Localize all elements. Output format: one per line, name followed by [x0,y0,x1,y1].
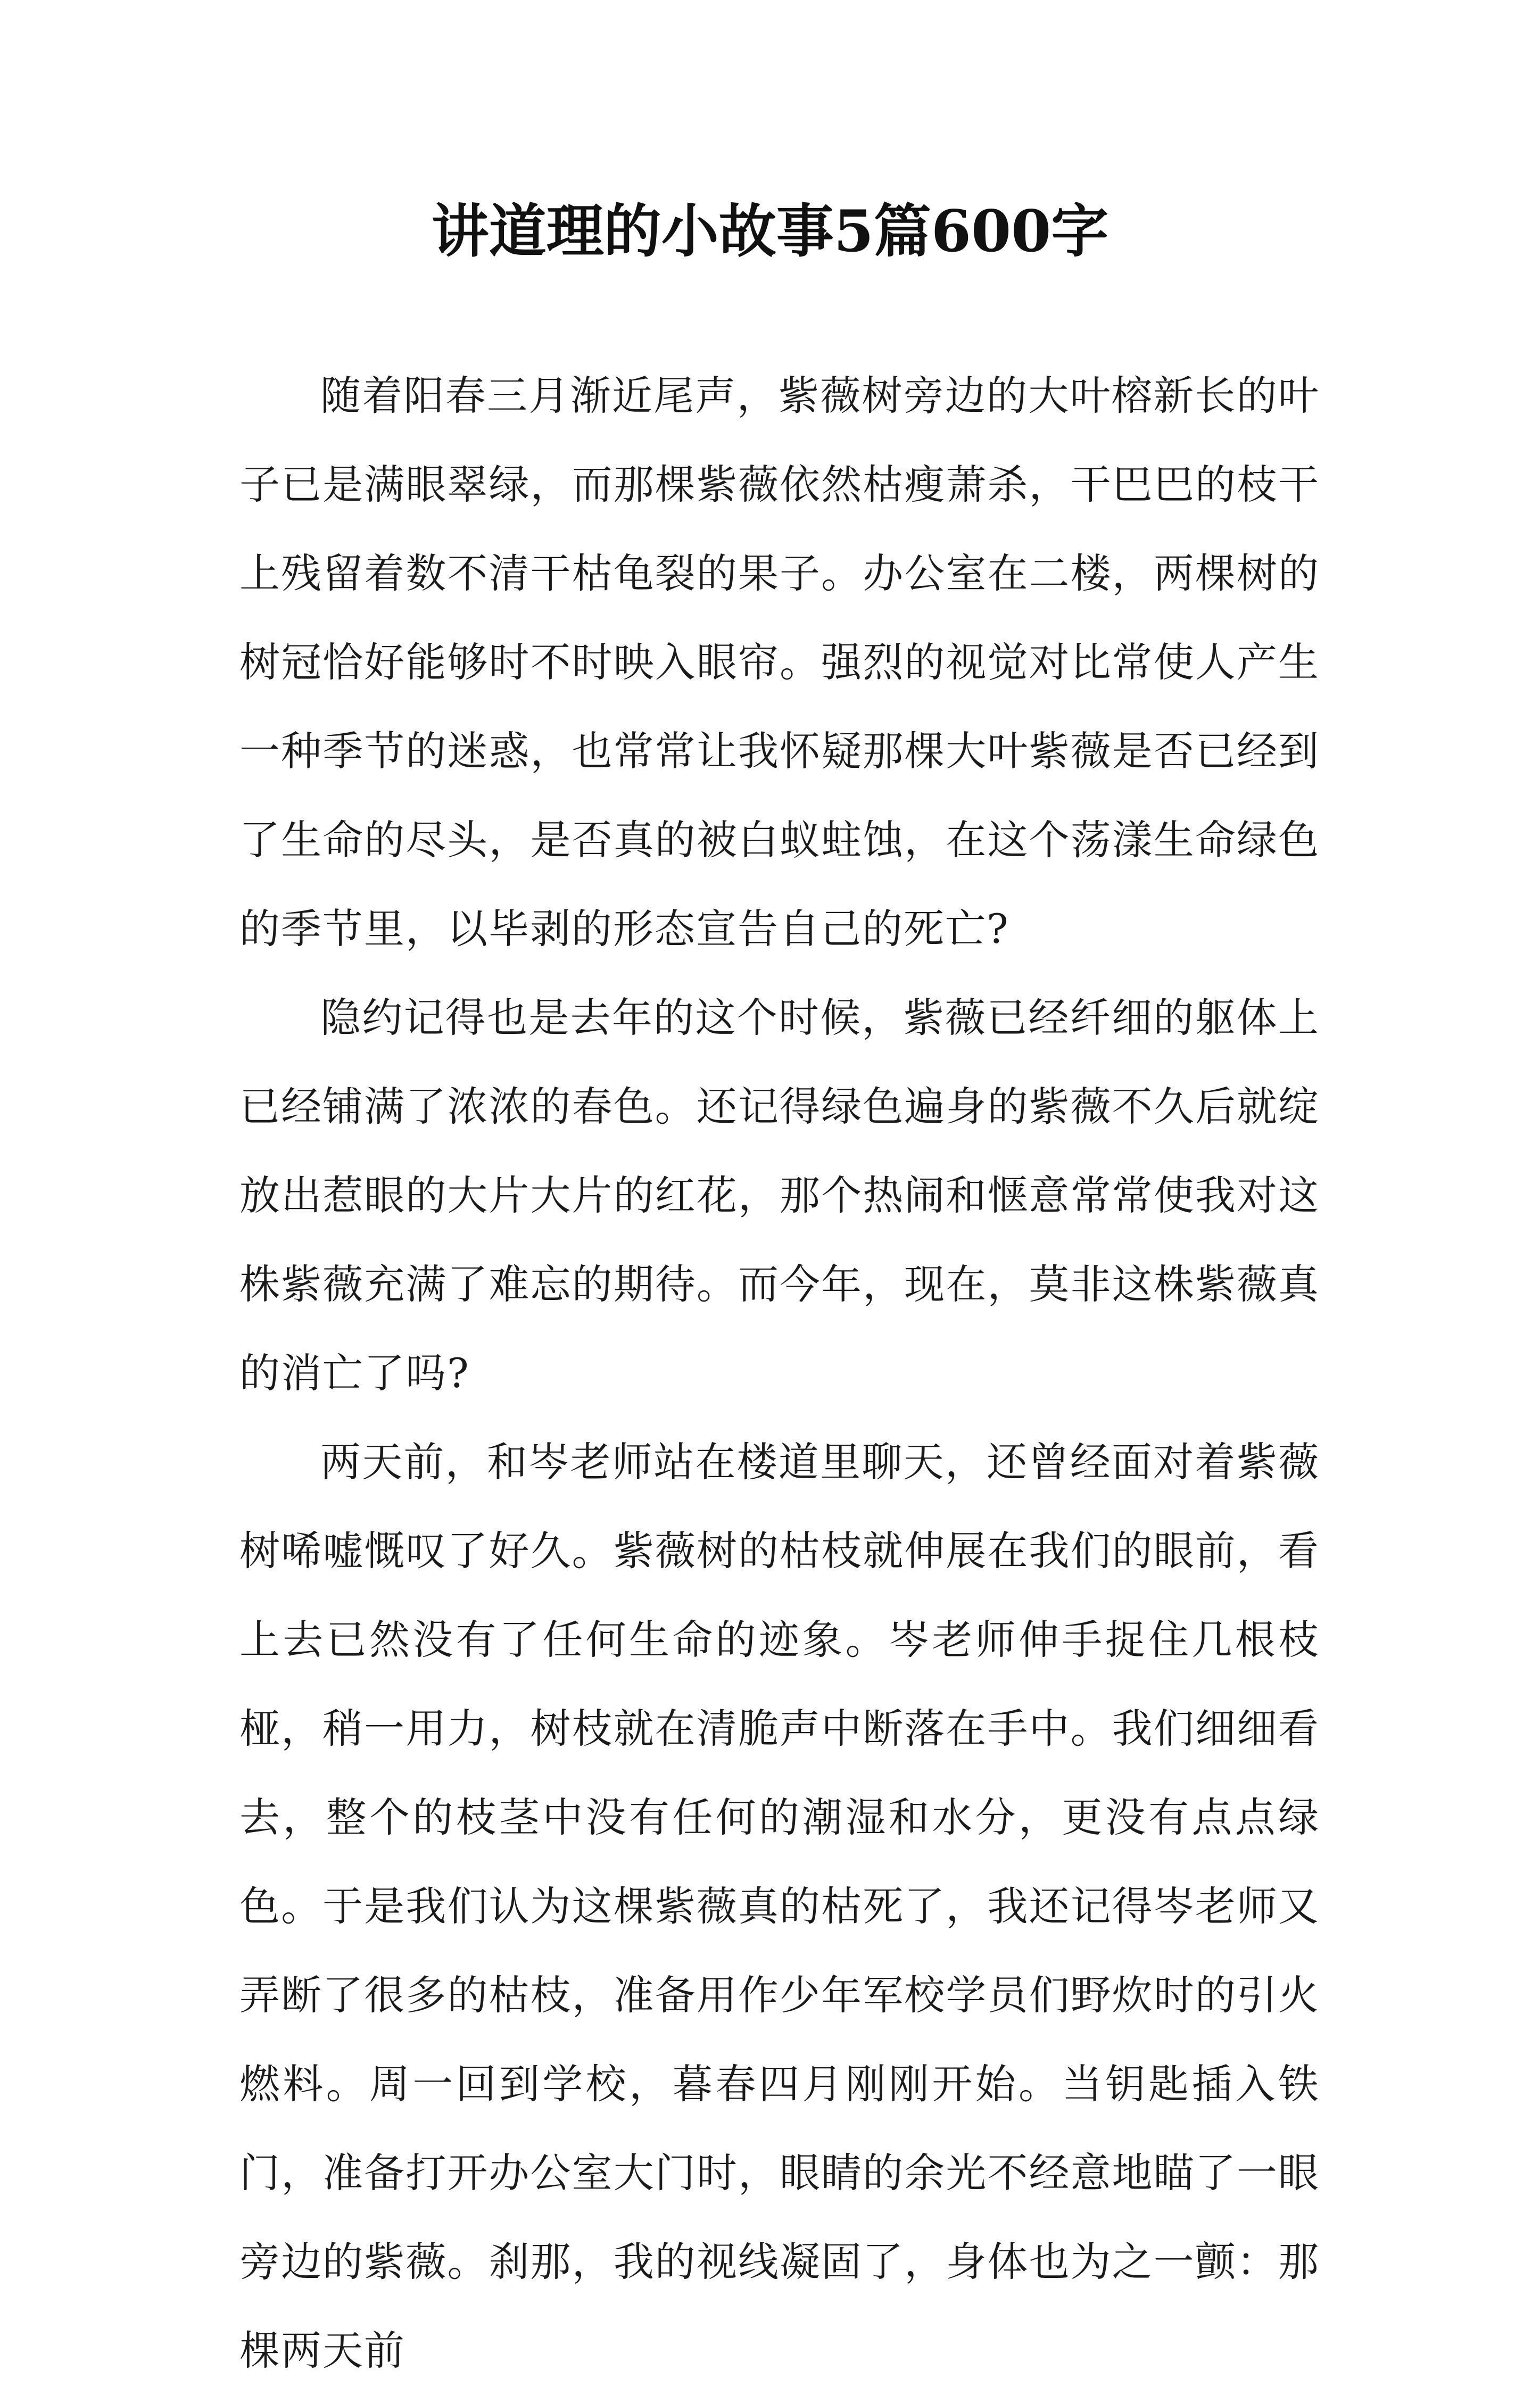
paragraph-1: 随着阳春三月渐近尾声，紫薇树旁边的大叶榕新长的叶子已是满眼翠绿，而那棵紫薇依然枯瘦萧杀，干巴巴的枝干上残留着数不清干枯龟裂的果子。办公室在二楼，两棵树的树冠恰好能够时不时映入眼帘。强烈的视觉对比常使人产生一种季节的迷惑，也常常让我怀疑那棵大叶紫薇是否已经到了生命的尽头，是否真的被白蚁蛀蚀，在这个荡漾生命绿色的季节里，以毕剥的形态宣告自己的死亡? [239,372,1320,952]
paragraph-2: 隐约记得也是去年的这个时候，紫薇已经纤细的躯体上已经铺满了浓浓的春色。还记得绿色遍身的紫薇不久后就绽放出惹眼的大片大片的红花，那个热闹和惬意常常使我对这株紫薇充满了难忘的期待。而今年，现在，莫非这株紫薇真的消亡了吗? [239,994,1320,1397]
document-title: 讲道理的小故事5篇600字 [431,198,1109,265]
document-body [239,351,1320,2395]
paragraph-3: 两天前，和岑老师站在楼道里聊天，还曾经面对着紫薇树唏嘘慨叹了好久。紫薇树的枯枝就伸展在我们的眼前，看上去已然没有了任何生命的迹象。岑老师伸手捉住几根枝桠，稍一用力，树枝就在清脆声中断落在手中。我们细细看去，整个的枝茎中没有任何的潮湿和水分，更没有点点绿色。于是我们认为这棵紫薇真的枯死了，我还记得岑老师又弄断了很多的枯枝，准备用作少年军校学员们野炊时的引火燃料。周一回到学校，暮春四月刚刚开始。当钥匙插入铁门，准备打开办公室大门时，眼睛的余光不经意地瞄了一眼旁边的紫薇。刹那，我的视线凝固了，身体也为之一颤：那棵两天前 [239,1438,1320,2374]
